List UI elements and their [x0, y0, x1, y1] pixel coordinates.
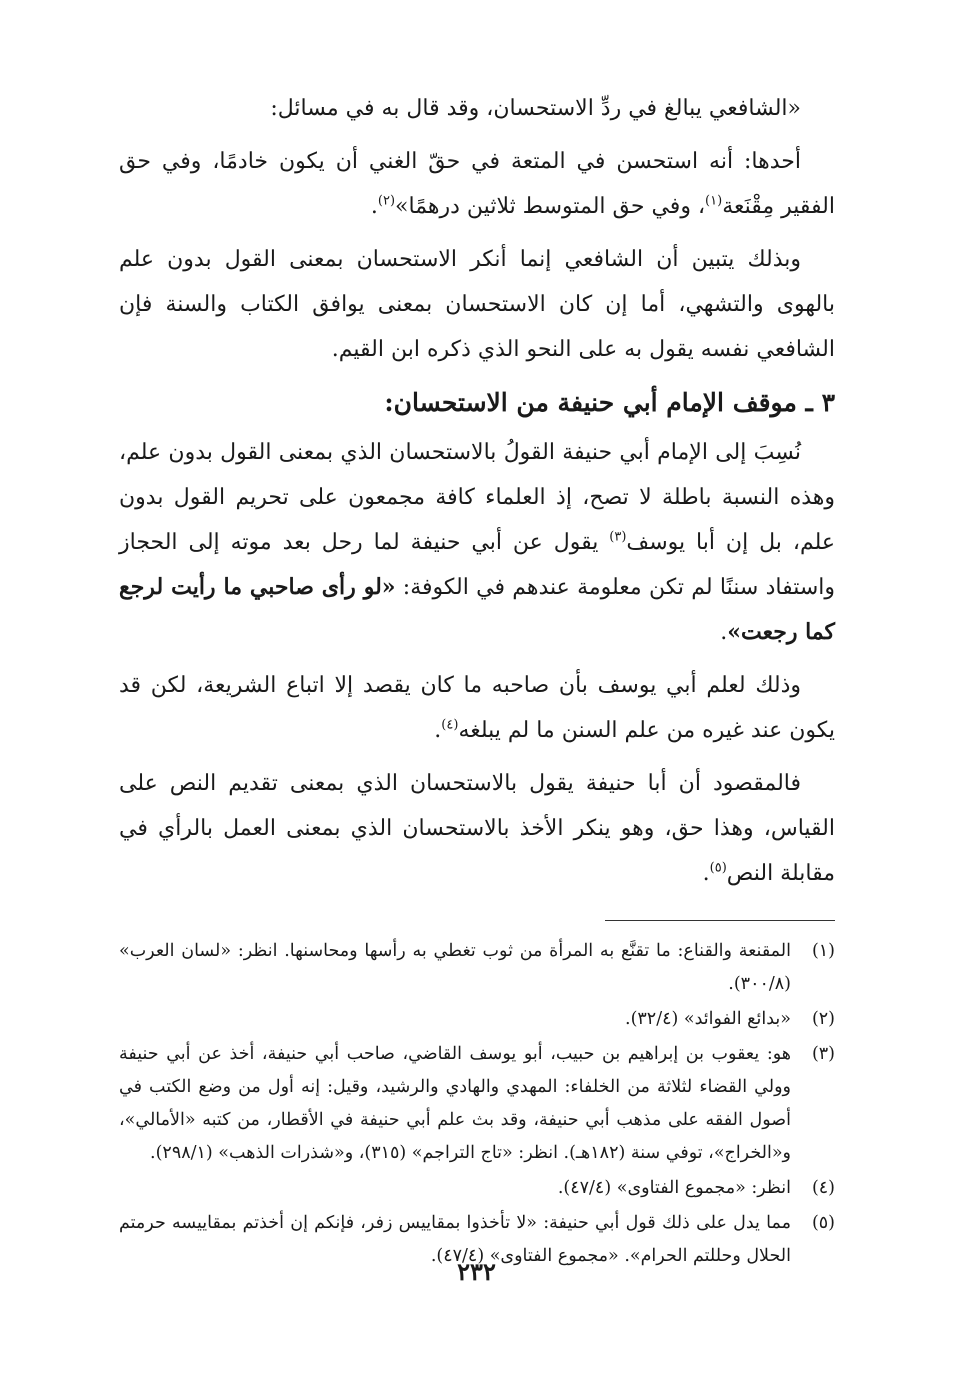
page-content — [119, 86, 835, 1275]
paragraph-6-text-a: فالمقصود أن أبا حنيفة يقول بالاستحسان الذي بمعنى تقديم النص على القياس، وهذا حق، وهو ينكر الأخذ بالاستحسان الذي بمعنى العمل بالرأي في مقابلة النص — [119, 771, 835, 886]
footnote-item — [119, 1172, 835, 1205]
paragraph-4-text-b: يقول عن أبي حنيفة لما رحل بعد موته إلى الحجاز واستفاد سننًا لم تكن معلومة عندهم في الكوفة: — [119, 530, 836, 600]
footnote-text: هو: يعقوب بن إبراهيم بن حبيب، أبو يوسف القاضي، صاحب أبي حنيفة، أخذ عن أبي حنيفة وولي القضاء لثلاثة من الخلفاء: المهدي والهادي والرشيد، وقيل: إنه أول من وضع الكتب في أصول الفقه على مذهب أبي حنيفة، وقد بث علم أبي حنيفة في الأقطار، من كتبه «الأمالي»، و«الخراج»، توفي سنة (١٨٢هـ). انظر: «تاج التراجم» (٣١٥)، و«شذرات الذهب» (٢٩٨/١). — [119, 1044, 791, 1163]
paragraph-3 — [119, 237, 835, 372]
abu-yusuf-quote: «لو رأى صاحبي ما رأيت لرجع كما رجعت» — [119, 574, 835, 645]
paragraph-2 — [119, 139, 835, 229]
footnote-ref-3[interactable]: (٣) — [609, 529, 627, 545]
paragraph-2-text-b: ، وفي حق المتوسط ثلاثين درهمًا» — [395, 194, 706, 219]
footnote-ref-1[interactable]: (١) — [705, 193, 723, 209]
footnote-ref-5[interactable]: (٥) — [709, 860, 727, 876]
footnote-text: مما يدل على ذلك قول أبي حنيفة: «لا تأخذوا بمقاييس زفر، فإنكم إن أخذتم بمقاييسه حرمتم الحلال وحللتم الحرام». «مجموع الفتاوى» (٤٧/٤). — [119, 1213, 791, 1266]
paragraph-4-text-a: نُسِبَ إلى الإمام أبي حنيفة القولُ بالاستحسان الذي بمعنى القول بدون علم، وهذه النسبة باطلة لا تصح، إذ العلماء كافة مجمعون على تحريم القول بدون علم، بل إن أبا يوسف — [119, 440, 836, 555]
footnote-item — [119, 935, 835, 1001]
footnote-ref-2[interactable]: (٢) — [377, 193, 396, 209]
footnotes — [119, 935, 835, 1273]
footnote-text: المقنعة والقناع: ما تقنَّع به المرأة من ثوب تغطي به رأسها ومحاسنها. انظر: «لسان العرب» (٣٠٠/٨). — [119, 941, 791, 994]
page-number: ٢٣٢ — [457, 1257, 496, 1286]
paragraph-2-text-a: أحدها: أنه استحسن في المتعة في حقّ الغني أن يكون خادمًا، وفي حق الفقير مِقْنَعة — [119, 149, 835, 219]
footnote-number: (٢) — [811, 1009, 835, 1029]
section-heading: ٣ ـ موقف الإمام أبي حنيفة من الاستحسان: — [384, 388, 835, 417]
footnote-item — [119, 1003, 835, 1036]
footnote-number: (٣) — [811, 1044, 835, 1064]
footnote-text: انظر: «مجموع الفتاوى» (٤٧/٤). — [557, 1178, 791, 1198]
footnote-item — [119, 1038, 835, 1170]
paragraph-5 — [119, 663, 835, 753]
paragraph-2-text-c: . — [370, 194, 378, 219]
paragraph-6 — [119, 761, 835, 896]
paragraph-1 — [119, 86, 835, 131]
footnote-number: (٥) — [811, 1213, 835, 1233]
paragraph-5-text-a: وذلك لعلم أبي يوسف بأن صاحبه ما كان يقصد إلا اتباع الشريعة، لكن قد يكون عند غيره من علم السنن ما لم يبلغه — [119, 673, 835, 743]
paragraph-5-text-b: . — [434, 718, 442, 743]
paragraph-3-text: وبذلك يتبين أن الشافعي إنما أنكر الاستحسان بمعنى القول بدون علم بالهوى والتشهي، أما إن كان الاستحسان بمعنى يوافق الكتاب والسنة فإن الشافعي نفسه يقول به على النحو الذي ذكره ابن القيم. — [119, 247, 835, 362]
paragraph-6-text-b: . — [702, 861, 710, 886]
footnote-number: (٤) — [811, 1178, 835, 1198]
paragraph-4-text-c: . — [720, 620, 728, 645]
paragraph-1-text: «الشافعي يبالغ في ردِّ الاستحسان، وقد قال به في مسائل: — [270, 96, 801, 121]
footnote-divider — [605, 920, 835, 921]
footnote-text: «بدائع الفوائد» (٣٢/٤). — [625, 1009, 791, 1029]
footnote-ref-4[interactable]: (٤) — [441, 717, 459, 733]
footnote-number: (١) — [811, 941, 835, 961]
paragraph-4 — [119, 430, 835, 655]
